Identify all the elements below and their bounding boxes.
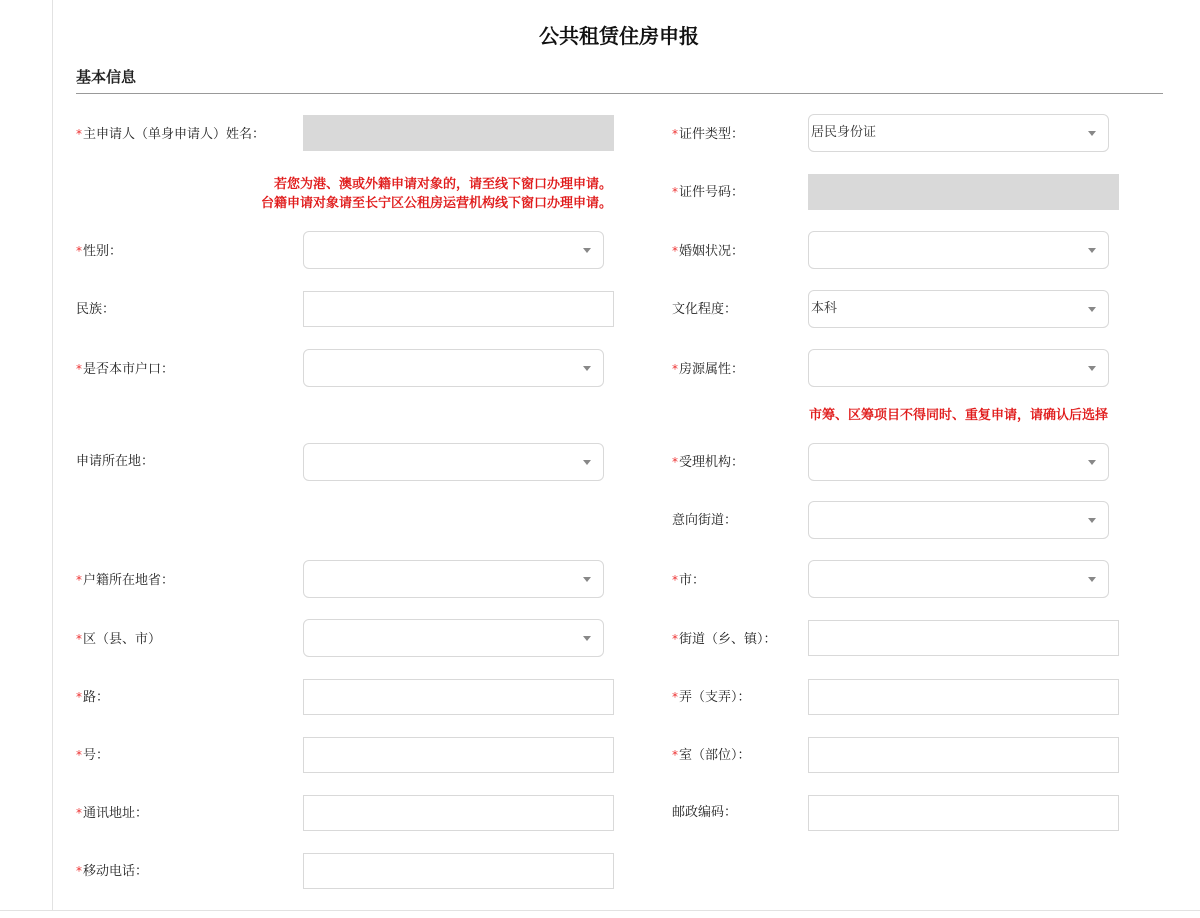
chevron-down-icon xyxy=(1088,366,1096,371)
accepting-agency-select[interactable] xyxy=(808,443,1109,481)
ethnicity-input[interactable] xyxy=(303,291,614,327)
accepting-agency-label: *受理机构： xyxy=(672,455,745,470)
local-hukou-label: *是否本市户口： xyxy=(76,362,175,377)
chevron-down-icon xyxy=(583,248,591,253)
application-location-select[interactable] xyxy=(303,443,604,481)
chevron-down-icon xyxy=(1088,577,1096,582)
education-select[interactable] xyxy=(808,290,1109,328)
mobile-phone-input[interactable] xyxy=(303,853,614,889)
housing-source-label: *房源属性： xyxy=(672,362,745,377)
required-mark: * xyxy=(76,127,82,141)
page-title: 公共租赁住房申报 xyxy=(539,24,699,48)
chevron-down-icon xyxy=(1088,518,1096,523)
ethnicity-label: 民族： xyxy=(76,302,116,317)
room-input[interactable] xyxy=(808,737,1119,773)
id-type-label: *证件类型： xyxy=(672,127,745,142)
lane-input[interactable] xyxy=(808,679,1119,715)
left-border xyxy=(52,0,53,910)
road-label: *路： xyxy=(76,690,110,705)
intended-street-label: 意向街道： xyxy=(672,513,738,528)
intended-street-select[interactable] xyxy=(808,501,1109,539)
chevron-down-icon xyxy=(583,577,591,582)
application-location-label: 申请所在地： xyxy=(76,454,155,469)
foreign-applicant-warning: 若您为港、澳或外籍申请对象的，请至线下窗口办理申请。 台籍申请对象请至长宁区公租房运营机构线下窗口办理申请。 xyxy=(260,177,612,211)
chevron-down-icon xyxy=(583,636,591,641)
chevron-down-icon xyxy=(1088,307,1096,312)
applicant-name-label: *主申请人（单身申请人）姓名： xyxy=(76,127,266,142)
district-select[interactable] xyxy=(303,619,604,657)
hukou-province-select[interactable] xyxy=(303,560,604,598)
housing-source-warning: 市筹、区筹项目不得同时、重复申请，请确认后选择 xyxy=(809,408,1109,423)
applicant-name-input[interactable] xyxy=(303,115,614,151)
section-divider xyxy=(76,93,1163,94)
id-number-input[interactable] xyxy=(808,174,1119,210)
marital-status-select[interactable] xyxy=(808,231,1109,269)
district-label: *区（县、市） xyxy=(76,632,162,647)
mailing-address-label: *通讯地址： xyxy=(76,806,149,821)
education-label: 文化程度： xyxy=(672,302,738,317)
section-title: 基本信息 xyxy=(76,68,137,86)
id-number-label: *证件号码： xyxy=(672,185,745,200)
chevron-down-icon xyxy=(1088,460,1096,465)
gender-select[interactable] xyxy=(303,231,604,269)
postal-code-label: 邮政编码： xyxy=(672,805,738,820)
chevron-down-icon xyxy=(1088,131,1096,136)
mobile-phone-label: *移动电话： xyxy=(76,864,149,879)
housing-source-select[interactable] xyxy=(808,349,1109,387)
number-input[interactable] xyxy=(303,737,614,773)
gender-label: *性别： xyxy=(76,244,123,259)
local-hukou-select[interactable] xyxy=(303,349,604,387)
city-select[interactable] xyxy=(808,560,1109,598)
city-label: *市： xyxy=(672,573,706,588)
road-input[interactable] xyxy=(303,679,614,715)
hukou-province-label: *户籍所在地省： xyxy=(76,573,175,588)
street-town-input[interactable] xyxy=(808,620,1119,656)
chevron-down-icon xyxy=(583,366,591,371)
id-type-select[interactable] xyxy=(808,114,1109,152)
room-label: *室（部位）： xyxy=(672,748,751,763)
marital-status-label: *婚姻状况： xyxy=(672,244,745,259)
mailing-address-input[interactable] xyxy=(303,795,614,831)
education-value: 本科 xyxy=(811,301,838,316)
bottom-border xyxy=(0,910,1200,911)
id-type-value: 居民身份证 xyxy=(811,125,877,140)
lane-label: *弄（支弄）： xyxy=(672,690,751,705)
postal-code-input[interactable] xyxy=(808,795,1119,831)
street-town-label: *街道（乡、镇）： xyxy=(672,632,777,647)
chevron-down-icon xyxy=(1088,248,1096,253)
chevron-down-icon xyxy=(583,460,591,465)
number-label: *号： xyxy=(76,748,110,763)
